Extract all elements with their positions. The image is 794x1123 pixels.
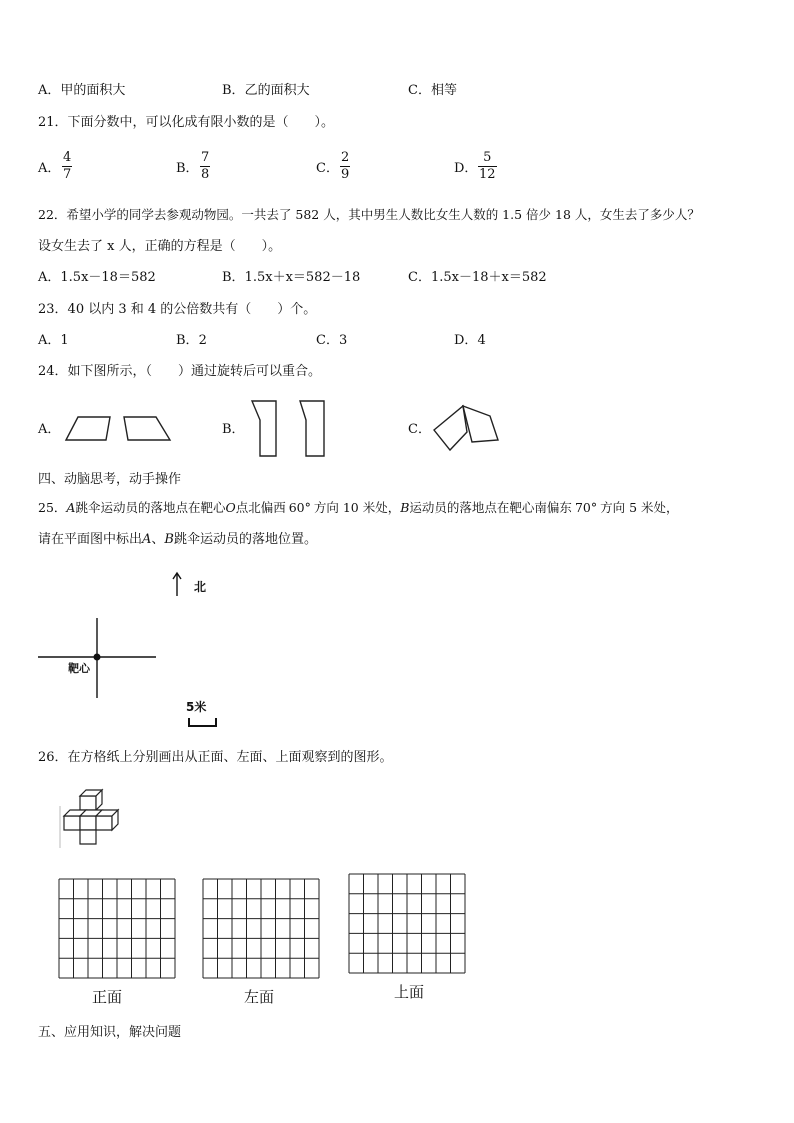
q23-option-c [316,333,347,349]
point-b-symbol: B [164,532,174,547]
q24-option-a-letter: A． [38,422,61,437]
q21-option-d-fraction [478,151,497,182]
grid-front [58,878,176,979]
grid-front-label: 正面 [92,988,123,1006]
cube-bottom-front [80,830,96,844]
denominator: 7 [63,167,72,182]
target-center-label: 靶心 [68,662,90,675]
grid-left-label: 左面 [244,988,275,1006]
option-text: 乙的面积大 [244,83,310,98]
q24-figure-a [62,412,174,444]
q24-option-b-letter: B． [222,422,245,437]
q22-stem-line1: 22．希望小学的同学去参观动物园。一共去了 582 人，其中男生人数比女生人数的 1.5 倍少 18 人，女生去了多少人？ [38,207,700,222]
option-letter: C． [408,270,431,285]
option-letter: C． [316,333,339,348]
option-text: 4 [477,333,486,348]
q25-text: 跳伞运动员的落地点在靶心 [75,500,226,515]
cube-mid-front [80,816,96,830]
cube-right-front [96,816,112,830]
q25-text: 方向 10 米处， [313,500,401,515]
cube-left-front [64,816,80,830]
q20-option-b [222,83,310,99]
grid-top-label: 上面 [394,983,425,1001]
q22-option-b [222,270,360,286]
q25-text: 请在平面图中标出 [38,532,143,547]
option-text: 1.5x－18＋x＝582 [430,270,547,285]
option-letter: A． [38,333,61,348]
shape-right [300,401,324,456]
option-text: 1 [60,333,69,348]
numerator: 7 [201,150,210,165]
scale-bar [189,718,216,726]
option-letter: D． [454,333,478,348]
grid-top [348,873,466,974]
q25-text: 运动员的落地点在靶心南偏东 [409,500,572,515]
shape-left [252,401,276,456]
q20-option-a [38,83,125,99]
point-o-symbol: O [225,500,236,515]
q25-text: 方向 5 米处， [600,500,679,515]
q25-text: 、 [151,532,165,547]
q24-option-c-letter: C． [408,422,431,437]
q22-stem-line2: 设女生去了 x 人，正确的方程是（ ）。 [38,239,282,254]
denominator: 12 [479,167,496,182]
option-letter: A． [38,270,61,285]
q23-option-b [176,333,207,349]
q21-stem: 21．下面分数中，可以化成有限小数的是（ ）。 [38,115,335,130]
shape-right [463,406,498,442]
numerator: 5 [483,150,492,165]
shape-left [434,406,467,450]
q23-option-a [38,333,69,349]
option-text: 1.5x＋x＝582－18 [244,270,361,285]
denominator: 9 [341,167,350,182]
option-letter: B． [222,83,245,98]
q26-stem: 26．在方格纸上分别画出从正面、左面、上面观察到的图形。 [38,750,393,765]
option-letter: A． [38,83,61,98]
trapezoid-left [66,417,110,440]
q23-option-d [454,333,486,349]
grid-left [202,878,320,979]
north-label: 北 [194,580,207,594]
option-letter: B． [176,333,199,348]
point-a-symbol: A [66,500,76,515]
q22-option-a [38,270,156,286]
option-text: 3 [338,333,348,348]
q24-figure-c [430,402,504,454]
q21-option-a-letter: A． [38,161,61,176]
point-a-symbol: A [142,532,152,547]
trapezoid-right [124,417,170,440]
q23-stem: 23．40 以内 3 和 4 的公倍数共有（ ）个。 [38,302,317,317]
q21-option-c-letter: C． [316,161,339,176]
q25-stem-line2 [38,532,317,548]
q21-option-a-fraction [62,151,72,182]
q20-option-c [408,83,457,99]
q22-option-c [408,270,547,286]
angle-70: 70° [574,500,598,515]
option-letter: B． [222,270,245,285]
section-4-title: 四、动脑思考，动手操作 [38,472,182,487]
q21-option-c-fraction [340,151,350,182]
scale-label: 5米 [186,700,207,714]
cube-stack-figure [58,786,130,850]
option-text: 甲的面积大 [60,83,126,98]
q21-option-d-letter: D． [454,161,478,176]
numerator: 4 [63,150,72,165]
q25-stem-line1 [38,500,679,516]
q25-number: 25． [38,500,67,515]
numerator: 2 [341,150,350,165]
option-text: 相等 [430,83,457,98]
option-text: 1.5x－18＝582 [60,270,156,285]
q21-option-b-letter: B． [176,161,199,176]
target-center-dot [94,654,101,661]
q25-text: 点北偏西 [235,500,286,515]
q24-figure-b [248,398,330,460]
point-b-symbol: B [400,500,410,515]
section-5-title: 五、应用知识，解决问题 [38,1025,182,1040]
option-letter: C． [408,83,431,98]
option-text: 2 [198,333,207,348]
angle-60: 60° [288,500,311,515]
q21-option-b-fraction [200,151,210,182]
cube-top-front [80,796,96,810]
q25-text: 跳伞运动员的落地位置。 [173,532,317,547]
q24-stem: 24．如下图所示，（ ）通过旋转后可以重合。 [38,364,322,379]
denominator: 8 [201,167,210,182]
